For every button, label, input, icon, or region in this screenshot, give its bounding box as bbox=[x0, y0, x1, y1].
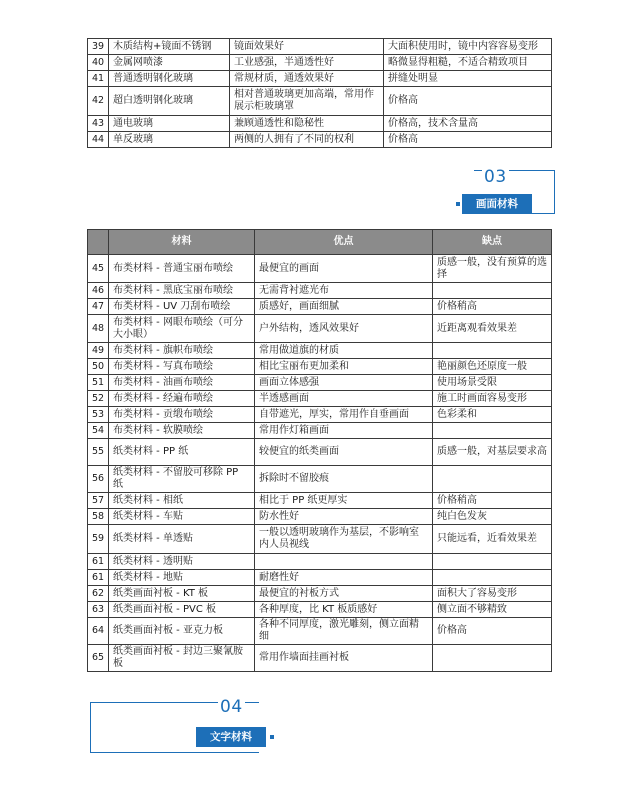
row-number: 44 bbox=[88, 132, 109, 148]
row-cons: 侧立面不够精致 bbox=[433, 602, 552, 618]
row-material: 纸类画面衬板 - PVC 板 bbox=[109, 602, 255, 618]
row-pros: 常用作灯箱画面 bbox=[255, 423, 433, 439]
row-number: 56 bbox=[88, 466, 109, 493]
row-pros bbox=[255, 554, 433, 570]
row-material: 单反玻璃 bbox=[109, 132, 230, 148]
row-pros: 防水性好 bbox=[255, 509, 433, 525]
row-cons: 施工时画面容易变形 bbox=[433, 391, 552, 407]
row-pros: 拆除时不留胶痕 bbox=[255, 466, 433, 493]
row-cons: 大面积使用时，镜中内容容易变形 bbox=[384, 39, 552, 55]
row-pros: 常用作墙面挂画衬板 bbox=[255, 645, 433, 672]
row-material: 金属网喷漆 bbox=[109, 55, 230, 71]
row-pros: 画面立体感强 bbox=[255, 375, 433, 391]
row-pros: 相比宝丽布更加柔和 bbox=[255, 359, 433, 375]
row-pros: 相对普通玻璃更加高端，常用作展示柜玻璃罩 bbox=[230, 87, 384, 116]
header-cons: 缺点 bbox=[433, 230, 552, 255]
table-row bbox=[88, 570, 552, 586]
table-row bbox=[88, 116, 552, 132]
row-pros: 最便宜的衬板方式 bbox=[255, 586, 433, 602]
row-material: 布类材料 - 经遍布喷绘 bbox=[109, 391, 255, 407]
row-pros: 两侧的人拥有了不同的权利 bbox=[230, 132, 384, 148]
row-cons bbox=[433, 645, 552, 672]
row-material: 布类材料 - 旗帜布喷绘 bbox=[109, 343, 255, 359]
row-cons: 价格高 bbox=[384, 87, 552, 116]
row-cons bbox=[433, 466, 552, 493]
row-number: 39 bbox=[88, 39, 109, 55]
row-pros: 相比于 PP 纸更厚实 bbox=[255, 493, 433, 509]
row-material: 木质结构+镜面不锈钢 bbox=[109, 39, 230, 55]
row-material: 布类材料 - 普通宝丽布喷绘 bbox=[109, 255, 255, 283]
row-material: 纸类材料 - 单透贴 bbox=[109, 525, 255, 554]
section-badge-04 bbox=[90, 697, 280, 754]
row-cons: 价格稍高 bbox=[433, 299, 552, 315]
table-row bbox=[88, 343, 552, 359]
row-number: 45 bbox=[88, 255, 109, 283]
row-material: 布类材料 - 油画布喷绘 bbox=[109, 375, 255, 391]
row-pros: 自带遮光，厚实，常用作自垂画面 bbox=[255, 407, 433, 423]
section-label: 文字材料 bbox=[196, 727, 266, 747]
row-cons: 使用场景受限 bbox=[433, 375, 552, 391]
row-pros: 工业感强，半通透性好 bbox=[230, 55, 384, 71]
row-material: 纸类材料 - PP 纸 bbox=[109, 439, 255, 466]
row-pros: 户外结构，透风效果好 bbox=[255, 315, 433, 343]
badge-dot bbox=[456, 202, 460, 206]
row-cons bbox=[433, 343, 552, 359]
row-number: 43 bbox=[88, 116, 109, 132]
row-cons bbox=[433, 283, 552, 299]
row-material: 超白透明钢化玻璃 bbox=[109, 87, 230, 116]
row-cons: 略微显得粗糙，不适合精致项目 bbox=[384, 55, 552, 71]
row-cons: 质感一般，没有预算的选择 bbox=[433, 255, 552, 283]
row-pros: 半透感画面 bbox=[255, 391, 433, 407]
table-row bbox=[88, 255, 552, 283]
table-row bbox=[88, 375, 552, 391]
row-cons: 价格稍高 bbox=[433, 493, 552, 509]
table-row bbox=[88, 87, 552, 116]
row-material: 通电玻璃 bbox=[109, 116, 230, 132]
section-label: 画面材料 bbox=[462, 194, 532, 214]
table-row bbox=[88, 645, 552, 672]
table-row bbox=[88, 423, 552, 439]
table-row bbox=[88, 407, 552, 423]
section-number: 03 bbox=[484, 167, 507, 187]
section-badge-03 bbox=[462, 167, 558, 214]
table-row bbox=[88, 439, 552, 466]
row-number: 53 bbox=[88, 407, 109, 423]
table-row bbox=[88, 299, 552, 315]
row-pros: 各种厚度，比 KT 板质感好 bbox=[255, 602, 433, 618]
row-number: 42 bbox=[88, 87, 109, 116]
row-cons bbox=[433, 423, 552, 439]
row-pros: 较便宜的纸类画面 bbox=[255, 439, 433, 466]
table-row bbox=[88, 71, 552, 87]
row-material: 纸类画面衬板 - 封边三聚氰胺板 bbox=[109, 645, 255, 672]
table-row bbox=[88, 493, 552, 509]
row-number: 54 bbox=[88, 423, 109, 439]
row-cons: 艳丽颜色还原度一般 bbox=[433, 359, 552, 375]
row-number: 40 bbox=[88, 55, 109, 71]
row-material: 布类材料 - UV 刀刮布喷绘 bbox=[109, 299, 255, 315]
table-row bbox=[88, 525, 552, 554]
row-number: 48 bbox=[88, 315, 109, 343]
row-number: 62 bbox=[88, 586, 109, 602]
row-number: 63 bbox=[88, 602, 109, 618]
row-number: 61 bbox=[88, 554, 109, 570]
row-pros: 常用做道旗的材质 bbox=[255, 343, 433, 359]
row-number: 46 bbox=[88, 283, 109, 299]
row-material: 纸类材料 - 不留胶可移除 PP 纸 bbox=[109, 466, 255, 493]
table-row bbox=[88, 315, 552, 343]
table-row bbox=[88, 602, 552, 618]
table-row bbox=[88, 554, 552, 570]
row-material: 纸类画面衬板 - KT 板 bbox=[109, 586, 255, 602]
row-pros: 质感好，画面细腻 bbox=[255, 299, 433, 315]
row-material: 布类材料 - 网眼布喷绘（可分大小眼） bbox=[109, 315, 255, 343]
row-pros: 镜面效果好 bbox=[230, 39, 384, 55]
table-row bbox=[88, 55, 552, 71]
row-number: 47 bbox=[88, 299, 109, 315]
row-pros: 各种不同厚度，激光雕刻，侧立面精细 bbox=[255, 618, 433, 645]
row-pros: 最便宜的画面 bbox=[255, 255, 433, 283]
row-pros: 常规材质，通透效果好 bbox=[230, 71, 384, 87]
row-cons: 拼缝处明显 bbox=[384, 71, 552, 87]
row-material: 纸类材料 - 透明贴 bbox=[109, 554, 255, 570]
table-header-row bbox=[88, 230, 552, 255]
row-material: 布类材料 - 软膜喷绘 bbox=[109, 423, 255, 439]
row-material: 纸类材料 - 车贴 bbox=[109, 509, 255, 525]
materials-table-continued bbox=[87, 38, 552, 148]
section-number: 04 bbox=[220, 697, 243, 717]
row-cons bbox=[433, 554, 552, 570]
row-number: 52 bbox=[88, 391, 109, 407]
row-number: 55 bbox=[88, 439, 109, 466]
row-number: 49 bbox=[88, 343, 109, 359]
table-row bbox=[88, 132, 552, 148]
row-material: 纸类画面衬板 - 亚克力板 bbox=[109, 618, 255, 645]
row-cons: 色彩柔和 bbox=[433, 407, 552, 423]
table-row bbox=[88, 586, 552, 602]
row-cons: 面积大了容易变形 bbox=[433, 586, 552, 602]
row-cons: 纯白色发灰 bbox=[433, 509, 552, 525]
row-number: 58 bbox=[88, 509, 109, 525]
row-pros: 耐磨性好 bbox=[255, 570, 433, 586]
table-row bbox=[88, 359, 552, 375]
table-row bbox=[88, 618, 552, 645]
row-number: 61 bbox=[88, 570, 109, 586]
header-number bbox=[88, 230, 109, 255]
row-cons: 质感一般，对基层要求高 bbox=[433, 439, 552, 466]
table-row bbox=[88, 283, 552, 299]
row-material: 布类材料 - 贡缎布喷绘 bbox=[109, 407, 255, 423]
row-number: 41 bbox=[88, 71, 109, 87]
row-cons: 只能远看，近看效果差 bbox=[433, 525, 552, 554]
row-material: 纸类材料 - 地贴 bbox=[109, 570, 255, 586]
row-cons: 价格高 bbox=[384, 132, 552, 148]
row-material: 布类材料 - 写真布喷绘 bbox=[109, 359, 255, 375]
materials-table bbox=[87, 229, 552, 672]
row-number: 64 bbox=[88, 618, 109, 645]
row-pros: 一般以透明玻璃作为基层，不影响室内人员视线 bbox=[255, 525, 433, 554]
table-body bbox=[88, 255, 552, 672]
row-pros: 无需背衬遮光布 bbox=[255, 283, 433, 299]
table-body bbox=[88, 39, 552, 148]
row-cons bbox=[433, 570, 552, 586]
row-cons: 价格高，技术含量高 bbox=[384, 116, 552, 132]
row-material: 布类材料 - 黑底宝丽布喷绘 bbox=[109, 283, 255, 299]
row-cons: 价格高 bbox=[433, 618, 552, 645]
table-row bbox=[88, 466, 552, 493]
header-material: 材料 bbox=[109, 230, 255, 255]
row-material: 普通透明钢化玻璃 bbox=[109, 71, 230, 87]
row-cons: 近距离观看效果差 bbox=[433, 315, 552, 343]
row-material: 纸类材料 - 相纸 bbox=[109, 493, 255, 509]
table-row bbox=[88, 39, 552, 55]
badge-dot bbox=[270, 735, 274, 739]
header-pros: 优点 bbox=[255, 230, 433, 255]
row-number: 65 bbox=[88, 645, 109, 672]
row-number: 59 bbox=[88, 525, 109, 554]
table-row bbox=[88, 509, 552, 525]
row-number: 51 bbox=[88, 375, 109, 391]
row-number: 57 bbox=[88, 493, 109, 509]
table-row bbox=[88, 391, 552, 407]
row-pros: 兼顾通透性和隐秘性 bbox=[230, 116, 384, 132]
row-number: 50 bbox=[88, 359, 109, 375]
